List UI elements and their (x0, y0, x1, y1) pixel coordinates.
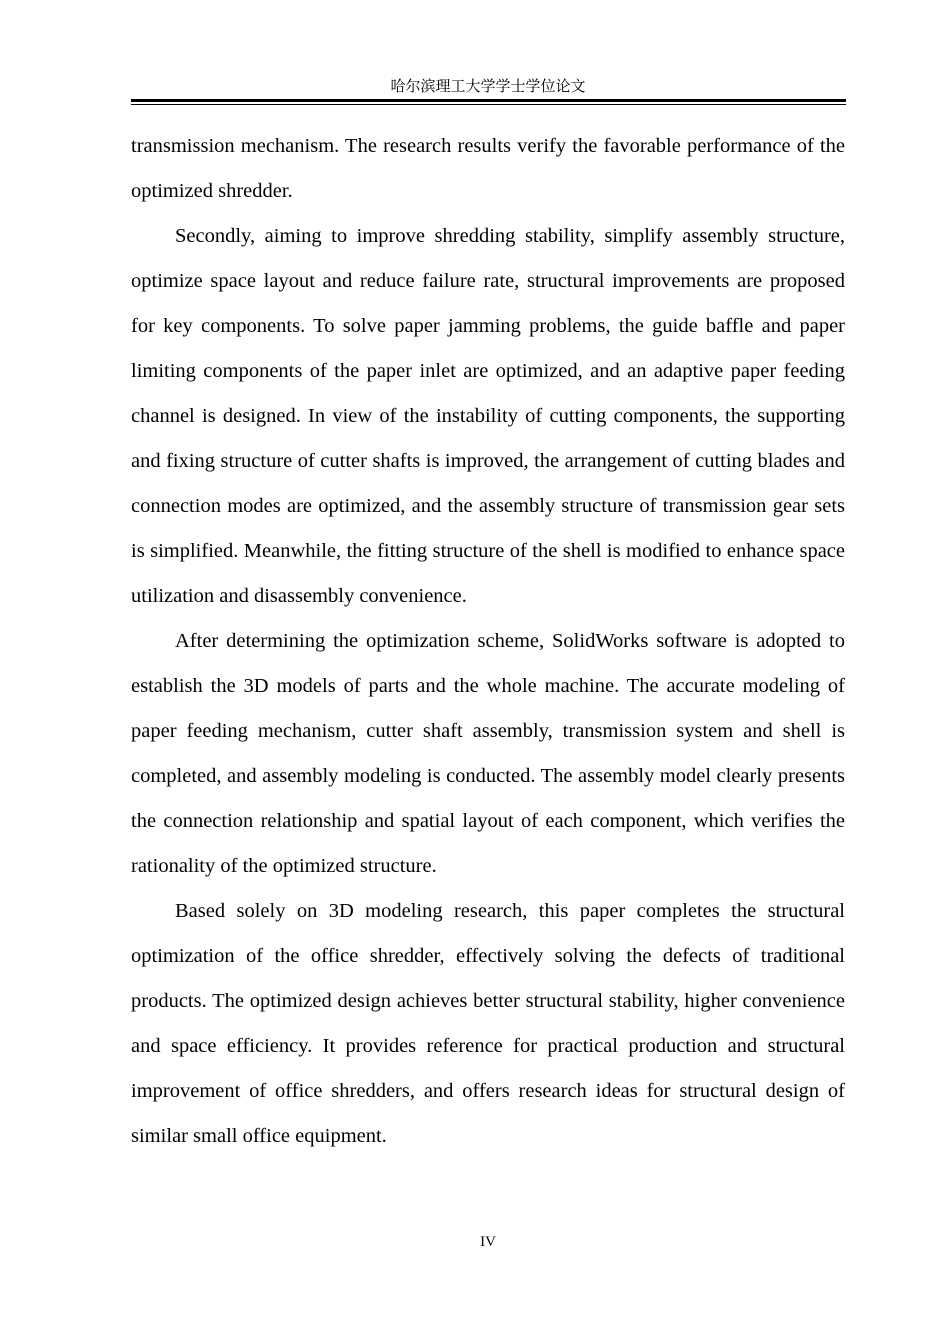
paragraph-solidworks-modeling: After determining the optimization scheme, SolidWorks software is adopted to establish the 3D models of parts and the whole machine. The accurate modeling of paper feeding mechanism, cutter shaft assembly, transmission system and shell is completed, and assembly modeling is conducted. The assembly model clearly presents the connection relationship and spatial layout of each component, which verifies the rationality of the optimized structure. (131, 630, 845, 877)
header-double-rule (131, 99, 846, 105)
paragraph-structural-improvements: Secondly, aiming to improve shredding stability, simplify assembly structure, optimize space layout and reduce failure rate, structural improvements are proposed for key components. To solve paper jamming problems, the guide baffle and paper limiting components of the paper inlet are optimized, and an adaptive paper feeding channel is designed. In view of the instability of cutting components, the supporting and fixing structure of cutter shafts is improved, the arrangement of cutting blades and connection modes are optimized, and the assembly structure of transmission gear sets is simplified. Meanwhile, the fitting structure of the shell is modified to enhance space utilization and disassembly convenience. (131, 225, 845, 607)
page-number: IV (480, 1234, 496, 1250)
paragraph-conclusion: Based solely on 3D modeling research, this paper completes the structural optimization of the office shredder, effectively solving the defects of traditional products. The optimized design achieves better structural stability, higher convenience and space efficiency. It provides reference for practical production and structural improvement of office shredders, and offers research ideas for structural design of similar small office equipment. (131, 900, 845, 1147)
paragraph-continuation: transmission mechanism. The research results verify the favorable performance of the optimized shredder. (131, 135, 845, 202)
abstract-body (131, 124, 845, 1159)
running-header: 哈尔滨理工大学学士学位论文 (390, 77, 586, 95)
